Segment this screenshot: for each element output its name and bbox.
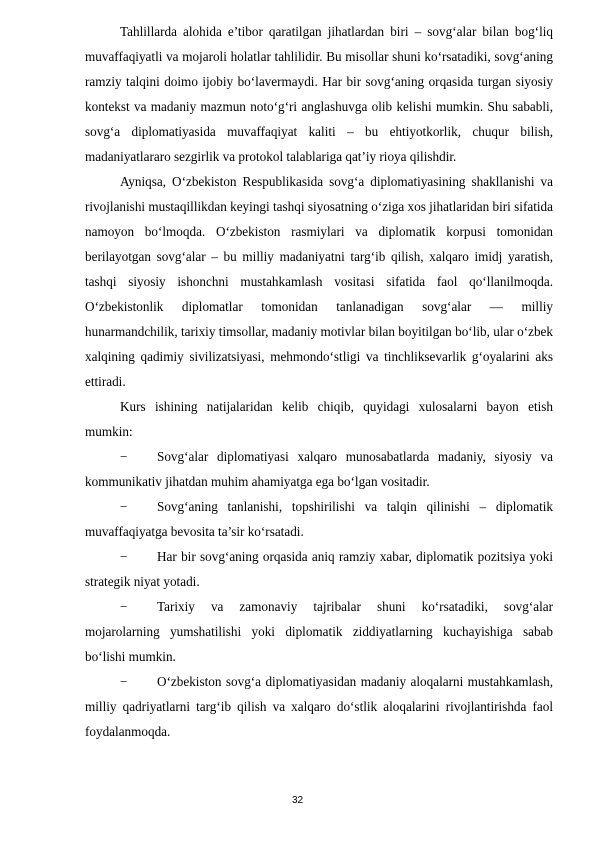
list-marker: − [120, 449, 128, 464]
paragraph-uzbekistan-gift-diplomacy: Ayniqsa, O‘zbekiston Respublikasida sovg‘a diplomatiyasining shakllanishi va rivojlanishi mustaqillikdan keyingi tashqi siyosatning o‘ziga xos jihatlaridan biri sifatida namoyon bo‘lmoqda. O‘zbekiston rasmiylari va diplomatik korpusi tomonidan berilayotgan sovg‘alar – bu milliy madaniyatni targ‘ib qilish, xalqaro imidj yaratish, tashqi siyosiy ishonchni mustahkamlash vositasi sifatida faol qo‘llanilmoqda. O‘zbekistonlik diplomatlar tomonidan tanlanadigan sovg‘alar — milliy hunarmandchilik, tarixiy timsollar, madaniy motivlar bilan boyitilgan bo‘lib, ular o‘zbek xalqining qadimiy sivilizatsiyasi, mehmondo‘stligi va tinchliksevarlik g‘oyalarini aks ettiradi. [85, 174, 553, 389]
list-item [85, 544, 553, 594]
page-body [85, 19, 553, 744]
list-marker: − [120, 549, 128, 564]
list-item [85, 444, 553, 494]
paragraph-gift-analysis: Tahlillarda alohida e’tibor qaratilgan jihatlardan biri – sovg‘alar bilan bog‘liq muvaffaqiyatli va mojaroli holatlar tahlilidir. Bu misollar shuni ko‘rsatadiki, sovg‘aning ramziy talqini doimo ijobiy bo‘lavermaydi. Har bir sovg‘aning orqasida turgan siyosiy kontekst va madaniy mazmun noto‘g‘ri anglashuvga olib kelishi mumkin. Shu sababli, sovg‘a diplomatiyasida muvaffaqiyat kaliti – bu ehtiyotkorlik, chuqur bilish, madaniyatlararo sezgirlik va protokol talablariga qat’iy rioya qilishdir. [85, 24, 553, 164]
list-item [85, 594, 553, 669]
list-item-text: Sovg‘aning tanlanishi, topshirilishi va talqin qilinishi – diplomatik muvaffaqiyatga bevosita ta’sir ko‘rsatadi. [85, 499, 553, 539]
list-item-text: Tarixiy va zamonaviy tajribalar shuni ko‘rsatadiki, sovg‘alar mojarolarning yumshatilishi yoki diplomatik ziddiyatlarning kuchayishiga sabab bo‘lishi mumkin. [85, 599, 553, 664]
page-number: 32 [291, 795, 304, 806]
list-marker: − [120, 599, 128, 614]
list-item [85, 669, 553, 744]
paragraph-conclusions-intro: Kurs ishining natijalaridan kelib chiqib, quyidagi xulosalarni bayon etish mumkin: [85, 399, 553, 439]
list-marker: − [120, 499, 128, 514]
list-item-text: Har bir sovg‘aning orqasida aniq ramziy xabar, diplomatik pozitsiya yoki strategik niyat yotadi. [85, 549, 553, 589]
list-item-text: O‘zbekiston sovg‘a diplomatiyasidan madaniy aloqalarni mustahkamlash, milliy qadriyatlarni targ‘ib qilish va xalqaro do‘stlik aloqalarini rivojlantirishda faol foydalanmoqda. [85, 674, 553, 739]
list-item-text: Sovg‘alar diplomatiyasi xalqaro munosabatlarda madaniy, siyosiy va kommunikativ jihatdan muhim ahamiyatga ega bo‘lgan vositadir. [85, 449, 553, 489]
list-item [85, 494, 553, 544]
list-marker: − [120, 674, 128, 689]
